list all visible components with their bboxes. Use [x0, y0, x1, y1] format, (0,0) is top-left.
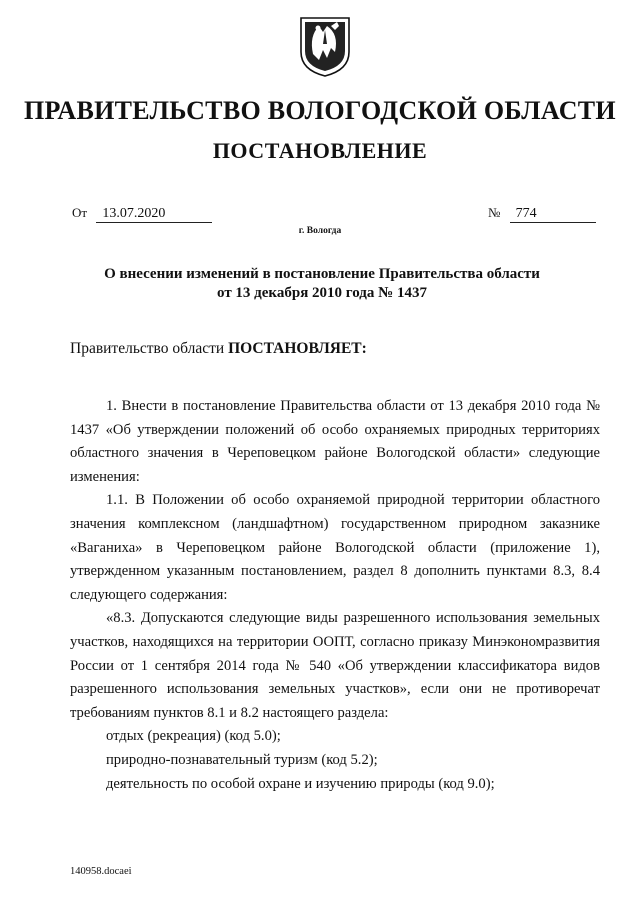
- file-code: 140958.docaei: [70, 866, 132, 877]
- enact-prefix: Правительство области: [70, 340, 229, 357]
- number-value: 774: [510, 206, 596, 223]
- paragraph-1-1: 1.1. В Положении об особо охраняемой природной территории областного значения комплексном (ландшафтном) государственном природном заказнике «Ваганиха» в Череповецком районе Вологодской области (приложение 1), утвержденном указанным постановлением, раздел 8 дополнить пунктами 8.3, 8.4 следующего содержания:: [70, 492, 600, 603]
- paragraph-1: 1. Внести в постановление Правительства области от 13 декабря 2010 года № 1437 «Об утверждении положений об особо охраняемых природных территориях областного значения в Череповецком районе Вологодской области» следующие изменения:: [70, 398, 600, 485]
- date-field: [72, 205, 212, 223]
- list-item: деятельность по особой охране и изучению природы (код 9.0);: [106, 775, 495, 792]
- coat-of-arms-icon: [297, 14, 353, 78]
- list-item: отдых (рекреация) (код 5.0);: [106, 728, 281, 745]
- government-name: ПРАВИТЕЛЬСТВО ВОЛОГОДСКОЙ ОБЛАСТИ: [24, 96, 616, 125]
- date-value: 13.07.2020: [96, 206, 212, 223]
- document-body: [70, 395, 600, 796]
- city-name: г. Вологда: [298, 226, 342, 236]
- heading-line-2: от 13 декабря 2010 года № 1437: [217, 285, 427, 301]
- date-label: От: [72, 205, 88, 220]
- enacting-clause: [70, 340, 367, 358]
- paragraph-8-3: «8.3. Допускаются следующие виды разрешенного использования земельных участков, находящихся на территории ООПТ, согласно приказу Минэкономразвития России от 1 сентября 2014 года № 540 «Об утверждении классификатора видов разрешенного использования земельных участков», если они не противоречат требованиям пунктов 8.1 и 8.2 настоящего раздела:: [70, 610, 600, 721]
- number-label: №: [488, 205, 501, 220]
- number-field: [488, 205, 596, 223]
- document-type: ПОСТАНОВЛЕНИЕ: [212, 138, 428, 163]
- document-heading: [72, 265, 572, 303]
- heading-line-1: О внесении изменений в постановление Правительства области: [104, 266, 540, 282]
- enact-verb: ПОСТАНОВЛЯЕТ:: [228, 340, 367, 357]
- list-item: природно-познавательный туризм (код 5.2);: [106, 751, 378, 768]
